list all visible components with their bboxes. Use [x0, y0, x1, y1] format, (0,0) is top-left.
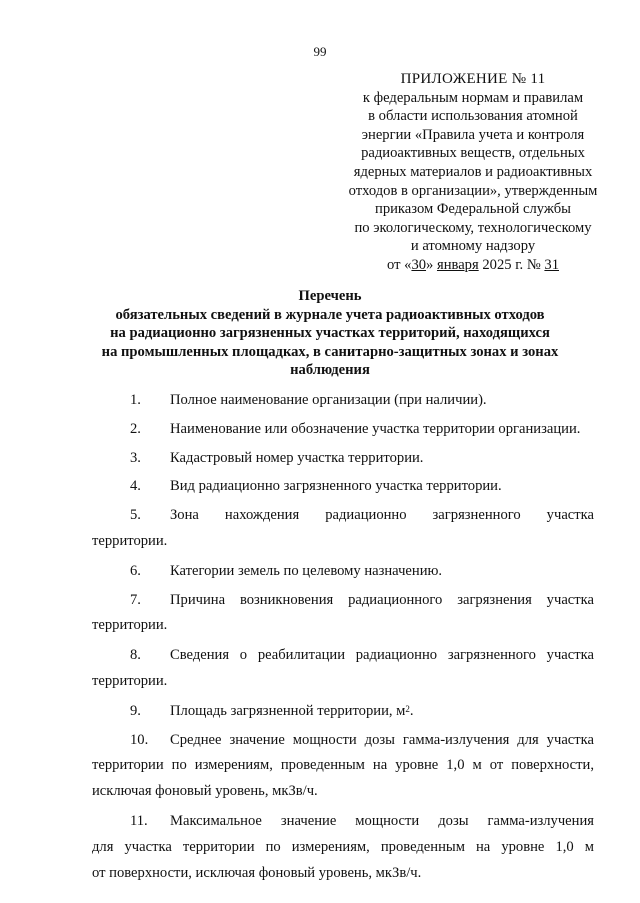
heading-line: Перечень — [298, 288, 362, 304]
list-item — [92, 503, 594, 555]
item-continuation: исключая фоновый уровень, мкЗв/ч. — [92, 783, 318, 800]
appendix-line: ядерных материалов и радиоактивных — [353, 163, 593, 180]
item-text: Вид радиационно загрязненного участка территории. — [170, 478, 502, 495]
appendix-line: к федеральным нормам и правилам — [362, 89, 584, 106]
appendix-line: отходов в организации», утвержденным — [348, 182, 598, 199]
item-continuation: территории. — [92, 672, 168, 689]
item-continuation: территории. — [92, 532, 168, 549]
list-item — [92, 417, 594, 443]
appendix-line: и атомному надзору — [410, 238, 536, 255]
date-year: 2025 г. № — [478, 256, 545, 273]
date-day: 30 — [411, 256, 427, 273]
appendix-line: по экологическому, технологическому — [354, 219, 592, 236]
item-continuation: от поверхности, исключая фоновый уровень, мкЗв/ч. — [92, 864, 422, 881]
page-number: 99 — [313, 44, 327, 59]
heading-line: на промышленных площадках, в санитарно-защитных зонах и зонах — [101, 343, 559, 360]
list-item — [92, 474, 594, 500]
list-item — [92, 643, 594, 695]
item-number: 7. — [130, 591, 141, 608]
list-item — [92, 809, 594, 886]
item-text: Среднее значение мощности дозы гамма-излучения для участка — [170, 731, 594, 748]
heading-line: обязательных сведений в журнале учета радиоактивных отходов — [115, 306, 545, 323]
item-text: Полное наименование организации (при наличии). — [170, 392, 487, 408]
item-text: Кадастровый номер участка территории. — [170, 449, 424, 466]
list-item — [92, 559, 594, 585]
item-text: Сведения о реабилитации радиационно загрязненного участка — [170, 647, 594, 664]
appendix-line: энергии «Правила учета и контроля — [361, 126, 585, 143]
appendix-line: приказом Федеральной службы — [375, 201, 571, 218]
item-first-line — [92, 643, 594, 669]
superscript: 2 — [405, 703, 410, 714]
heading-line: наблюдения — [290, 362, 370, 379]
item-text-tail: . — [409, 702, 414, 719]
item-first-line — [92, 809, 594, 835]
list-item — [92, 388, 594, 414]
appendix-block — [318, 70, 628, 275]
list-item — [92, 728, 594, 805]
appendix-line: в области использования атомной — [368, 108, 578, 125]
item-number: 9. — [130, 702, 141, 719]
item-text: Наименование или обозначение участка территории организации. — [170, 420, 581, 437]
item-text: Зона нахождения радиационно загрязненного участка — [170, 507, 594, 524]
item-text: Причина возникновения радиационного загрязнения участка — [170, 591, 594, 608]
item-continuation: для участка территории по измерениям, проведенным на уровне 1,0 м — [92, 838, 594, 855]
item-number: 4. — [130, 478, 141, 495]
item-number: 8. — [130, 647, 141, 664]
items-list — [92, 388, 594, 890]
list-item — [92, 699, 594, 725]
item-number: 2. — [130, 420, 141, 437]
order-number: 31 — [544, 256, 559, 273]
appendix-date-line — [318, 256, 628, 275]
item-number: 5. — [130, 507, 141, 524]
list-item — [92, 588, 594, 640]
date-month: января — [436, 256, 479, 273]
item-first-line — [92, 503, 594, 529]
item-number: 1. — [130, 392, 141, 408]
item-number: 10. — [130, 731, 149, 748]
list-item — [92, 446, 594, 472]
heading-line: на радиационно загрязненных участках территорий, находящихся — [110, 325, 550, 342]
item-first-line — [92, 588, 594, 614]
item-continuation: территории по измерениям, проведенным на уровне 1,0 м от поверхности, — [92, 757, 594, 774]
item-number: 11. — [130, 812, 148, 829]
item-number: 3. — [130, 449, 141, 466]
appendix-title: ПРИЛОЖЕНИЕ № 11 — [400, 71, 546, 87]
item-text: Площадь загрязненной территории, м — [170, 702, 406, 719]
item-text: Максимальное значение мощности дозы гамма-излучения — [170, 812, 594, 829]
item-first-line — [92, 728, 594, 754]
item-number: 6. — [130, 562, 141, 579]
date-prefix: от « — [387, 256, 412, 273]
date-mid: » — [426, 256, 437, 273]
item-text: Категории земель по целевому назначению. — [170, 562, 443, 579]
appendix-line: радиоактивных веществ, отдельных — [361, 145, 585, 162]
item-continuation: территории. — [92, 617, 168, 634]
document-heading — [80, 287, 580, 380]
